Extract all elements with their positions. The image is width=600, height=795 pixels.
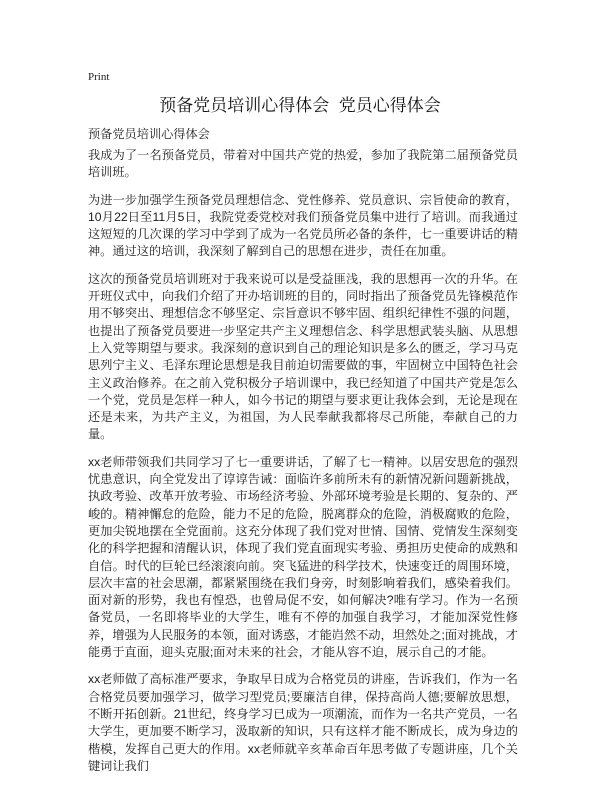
subtitle: 预备党员培训心得体会 bbox=[88, 127, 210, 141]
paragraph-1: 我成为了一名预备党员，带着对中国共产党的热爱，参加了我院第二届预备党员培训班。 bbox=[88, 148, 518, 180]
paragraph-2: 为进一步加强学生预备党员理想信念、党性修养、党员意识、宗旨使命的教育，10月22日至11月5日，我院党委党校对我们预备党员集中进行了培训。而我通过这短短的几次课的学习中学到了成为一名党员所必备的条件，七一重要讲话的精神。通过这的培训，我深刻了解到自己的思想在进步，责任在加重。 bbox=[88, 192, 518, 259]
paragraph-5: xx老师做了高标准严要求，争取早日成为合格党员的讲座，告诉我们，作为一名合格党员要加强学习，做学习型党员;要廉洁自律，保持高尚人德;要解放思想，不断开拓创新。21世纪，终身学习已成为一项潮流，而作为一名共产党员，一名大学生，更加要不断学习，汲取新的知识，只有这样才能不断成长，成为身边的楷模，发挥自己更大的作用。xx老师就辛亥革命百年思考做了专题讲座，几个关键词让我们 bbox=[88, 672, 518, 773]
print-link[interactable]: Print bbox=[88, 71, 110, 83]
paragraph-4: xx老师带领我们共同学习了七一重要讲话，了解了七一精神。以居安思危的强烈忧患意识，向全党发出了谆谆告诫：面临许多前所未有的新情况新问题新挑战，执政考验、改革开放考验、市场经济考验、外部环境考验是长期的、复杂的、严峻的。精神懈怠的危险，能力不足的危险，脱离群众的危险，消极腐败的危险，更加尖锐地摆在全党面前。这充分体现了我们党对世情、国情、党情发生深刻变化的科学把握和清醒认识，体现了我们党直面现实考验、勇担历史使命的成熟和自信。时代的巨轮已经滚滚向前。突飞猛进的科学技术，快速变迁的周围环境，层次丰富的社会思潮，都紧紧围绕在我们身旁，时刻影响着我们，感染着我们。面对新的形势，我也有惶恐，也曾局促不安，如何解决?唯有学习。作为一名预备党员，一名即将毕业的大学生，唯有不停的加强自我学习，才能加深党性修养，增强为人民服务的本领，面对诱惑，才能岿然不动，坦然处之;面对挑战，才能勇于直面，迎头克服;面对未来的社会，才能从容不迫，展示自己的才能。 bbox=[88, 454, 518, 660]
paragraph-3: 这次的预备党员培训班对于我来说可以是受益匪浅，我的思想再一次的升华。在开班仪式中，向我们介绍了开办培训班的目的，同时指出了预备党员先锋模范作用不够突出、理想信念不够坚定、宗旨意识不够牢固、组织纪律性不强的问题，也提出了预备党员要进一步坚定共产主义理想信念、科学思想武装头脑、从思想上入党等期望与要求。我深刻的意识到自己的理论知识是多么的匮乏，学习马克思列宁主义、毛泽东理论思想是我目前迫切需要做的事，牢固树立中国特色社会主义政治修养。在之前入党积极分子培训课中，我已经知道了中国共产党是怎么一个党，党员是怎样一种人，如今书记的期望与要求更让我体会到，无论是现在还是未来，为共产主义，为祖国，为人民奉献我都将尽己所能，奉献自己的力量。 bbox=[88, 271, 518, 442]
page-title: 预备党员培训心得体会 党员心得体会 bbox=[159, 96, 441, 115]
